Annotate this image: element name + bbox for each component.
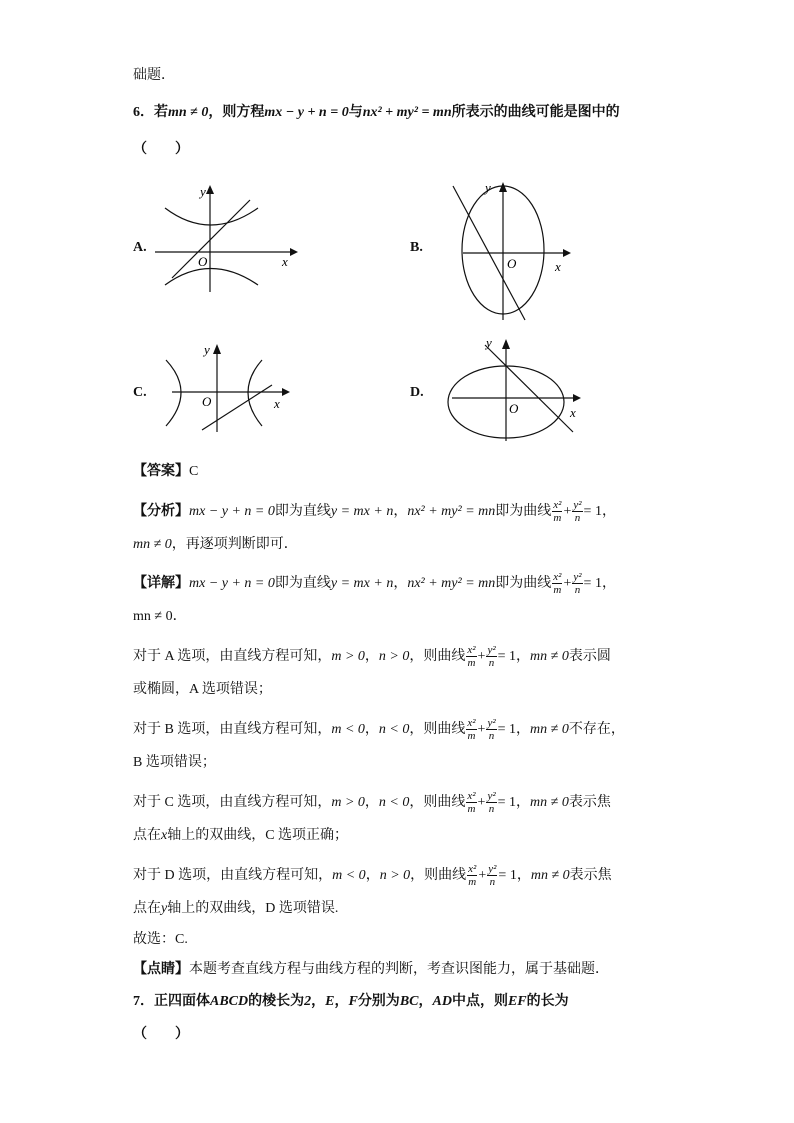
case-a-line-2: 或椭圆，A 选项错误； xyxy=(133,682,272,697)
text: = 1， xyxy=(583,576,616,591)
fraction-y xyxy=(487,863,497,888)
x-axis-label: x xyxy=(555,259,561,274)
option-d-label: D. xyxy=(410,385,424,400)
math: mn ≠ 0 xyxy=(530,722,569,737)
text: ， xyxy=(364,722,379,737)
text: ，再逐项判断即可． xyxy=(171,537,298,552)
math: mn ≠ 0 xyxy=(530,868,570,883)
figure-option-b xyxy=(445,170,575,325)
text: 点在 xyxy=(133,901,161,916)
text: 对于 B 选项，由直线方程可知， xyxy=(133,722,332,737)
text: 表示焦 xyxy=(569,868,612,883)
text: = 1， xyxy=(583,504,616,519)
text: 即为直线 xyxy=(274,576,331,591)
frac-den: m xyxy=(467,803,476,816)
math-curve-equation: nx² + my² = mn xyxy=(362,105,452,120)
math-line-equation: mx − y + n = 0 xyxy=(264,105,349,120)
stem-text: ，则方程 xyxy=(208,105,265,120)
answer-value: C xyxy=(189,464,199,479)
plus: + xyxy=(477,795,486,810)
case-a-line-1 xyxy=(133,643,611,671)
frac-den: n xyxy=(488,803,495,816)
fraction-x xyxy=(552,499,562,524)
previous-text-tail: 础题． xyxy=(133,68,175,83)
text: = 1， xyxy=(497,722,531,737)
fraction-y xyxy=(486,644,496,669)
case-d-line-2 xyxy=(133,899,338,919)
frac-den: n xyxy=(574,584,581,597)
frac-num: x² xyxy=(467,790,476,803)
text: 即为直线 xyxy=(274,504,331,519)
math: nx² + my² = mn xyxy=(407,576,496,591)
text: ， xyxy=(393,504,408,519)
option-a-label: A. xyxy=(133,240,147,255)
text: 的棱长为 xyxy=(248,994,305,1009)
math: n > 0 xyxy=(378,649,410,664)
text: 对于 C 选项，由直线方程可知， xyxy=(133,795,332,810)
case-b-line-1 xyxy=(133,716,625,744)
analysis-line-1 xyxy=(133,498,616,526)
text: ， xyxy=(418,994,433,1009)
figure-option-a xyxy=(150,180,300,295)
frac-num: x² xyxy=(553,499,562,512)
math: nx² + my² = mn xyxy=(407,504,496,519)
figure-option-d xyxy=(440,335,585,445)
fraction-x xyxy=(466,790,476,815)
text: 的长为 xyxy=(526,994,569,1009)
frac-num: x² xyxy=(467,644,476,657)
math: 2 xyxy=(304,994,312,1009)
case-c-line-2 xyxy=(133,826,348,846)
math: n < 0 xyxy=(378,795,410,810)
frac-num: y² xyxy=(487,790,496,803)
math: y = mx + n xyxy=(330,576,394,591)
math: mn ≠ 0 xyxy=(530,649,569,664)
detail-tag: 【详解】 xyxy=(133,576,189,591)
fraction-x xyxy=(466,644,476,669)
frac-den: n xyxy=(488,730,495,743)
text: ， xyxy=(364,649,379,664)
text: 正四面体 xyxy=(154,994,210,1009)
y-axis-label: y xyxy=(200,184,206,199)
text: 即为曲线 xyxy=(495,576,552,591)
math: mn ≠ 0 xyxy=(133,537,172,552)
text: 表示焦 xyxy=(568,795,611,810)
frac-den: m xyxy=(467,657,476,670)
math-condition: mn ≠ 0 xyxy=(168,105,209,120)
text: 中点，则 xyxy=(451,994,508,1009)
frac-num: y² xyxy=(573,499,582,512)
frac-den: n xyxy=(574,512,581,525)
text: ，则曲线 xyxy=(409,649,466,664)
question-number: 7． xyxy=(133,994,154,1009)
answer-paren: （ ） xyxy=(133,142,189,157)
case-b-line-2: B 选项错误； xyxy=(133,755,216,770)
choose-line: 故选：C. xyxy=(133,932,188,947)
text: ， xyxy=(311,994,326,1009)
option-c-label: C. xyxy=(133,385,147,400)
y-axis-label: y xyxy=(485,180,491,195)
math: m < 0 xyxy=(332,868,366,883)
fraction-y xyxy=(572,571,582,596)
frac-den: m xyxy=(467,730,476,743)
math: AD xyxy=(432,994,452,1009)
detail-line-1 xyxy=(133,570,616,598)
comment-text: 本题考查直线方程与曲线方程的判断，考查识图能力，属于基础题． xyxy=(189,962,609,977)
frac-num: y² xyxy=(573,571,582,584)
text: 即为曲线 xyxy=(495,504,552,519)
math: n > 0 xyxy=(379,868,411,883)
text: 不存在， xyxy=(568,722,625,737)
plus: + xyxy=(563,576,572,591)
stem-text: 所表示的曲线可能是图中的 xyxy=(451,105,620,120)
plus: + xyxy=(477,649,486,664)
math: m > 0 xyxy=(331,795,365,810)
math: m < 0 xyxy=(331,722,365,737)
math: n < 0 xyxy=(378,722,410,737)
text: ，则曲线 xyxy=(410,868,467,883)
plus: + xyxy=(478,868,487,883)
frac-num: y² xyxy=(488,863,497,876)
frac-den: m xyxy=(553,584,562,597)
plus: + xyxy=(563,504,572,519)
math: EF xyxy=(507,994,527,1009)
frac-num: x² xyxy=(467,717,476,730)
question-7-stem xyxy=(133,992,569,1012)
x-axis-label: x xyxy=(282,254,288,269)
y-axis-label: y xyxy=(204,342,210,357)
text: 分别为 xyxy=(357,994,400,1009)
math: mn ≠ 0 xyxy=(530,795,569,810)
frac-num: y² xyxy=(487,644,496,657)
text: 轴上的双曲线，D 选项错误. xyxy=(167,901,339,916)
fraction-x xyxy=(552,571,562,596)
comment-tag: 【点睛】 xyxy=(133,962,189,977)
text: = 1， xyxy=(498,868,531,883)
x-axis-label: x xyxy=(274,396,280,411)
stem-text: 与 xyxy=(348,105,363,120)
origin-label: O xyxy=(202,394,212,409)
frac-num: x² xyxy=(468,863,477,876)
fraction-y xyxy=(572,499,582,524)
text: ， xyxy=(334,994,349,1009)
text: 点在 xyxy=(133,828,161,843)
fraction-x xyxy=(466,717,476,742)
answer-tag: 【答案】 xyxy=(133,464,189,479)
comment-line xyxy=(133,960,609,980)
math: mx − y + n = 0 xyxy=(189,504,275,519)
text: 对于 D 选项，由直线方程可知， xyxy=(133,868,333,883)
text: ，则曲线 xyxy=(409,795,466,810)
frac-den: n xyxy=(489,876,496,889)
case-c-line-1 xyxy=(133,789,611,817)
math: BC xyxy=(399,994,419,1009)
text: ， xyxy=(364,795,379,810)
frac-den: m xyxy=(468,876,477,889)
frac-den: m xyxy=(553,512,562,525)
figure-option-c xyxy=(160,340,295,435)
option-b-label: B. xyxy=(410,240,423,255)
text: = 1， xyxy=(497,795,531,810)
frac-den: n xyxy=(488,657,495,670)
case-d-line-1 xyxy=(133,862,612,890)
origin-label: O xyxy=(198,254,208,269)
answer-paren-q7: （ ） xyxy=(133,1027,189,1042)
analysis-tag: 【分析】 xyxy=(133,504,189,519)
question-6-stem xyxy=(133,103,620,123)
text: 轴上的双曲线，C 选项正确； xyxy=(167,828,349,843)
fraction-y xyxy=(486,717,496,742)
frac-num: y² xyxy=(487,717,496,730)
text: ，则曲线 xyxy=(409,722,466,737)
frac-num: x² xyxy=(553,571,562,584)
text: ， xyxy=(365,868,380,883)
plus: + xyxy=(477,722,486,737)
detail-line-2: mn ≠ 0． xyxy=(133,609,187,624)
answer-line xyxy=(133,462,198,482)
y-axis-label: y xyxy=(486,335,492,350)
fraction-x xyxy=(467,863,477,888)
origin-label: O xyxy=(507,256,517,271)
text: 对于 A 选项，由直线方程可知， xyxy=(133,649,332,664)
text: = 1， xyxy=(497,649,531,664)
math: m > 0 xyxy=(331,649,365,664)
fraction-y xyxy=(486,790,496,815)
text: 表示圆 xyxy=(568,649,611,664)
math: y xyxy=(161,901,168,916)
math: F xyxy=(348,994,358,1009)
stem-text: 若 xyxy=(154,105,168,120)
origin-label: O xyxy=(509,401,519,416)
x-axis-label: x xyxy=(570,405,576,420)
math: mx − y + n = 0 xyxy=(189,576,275,591)
analysis-line-2 xyxy=(133,535,298,555)
math: ABCD xyxy=(210,994,249,1009)
question-number: 6． xyxy=(133,105,154,120)
math: y = mx + n xyxy=(330,504,394,519)
math: x xyxy=(161,828,168,843)
math: E xyxy=(325,994,335,1009)
text: ， xyxy=(393,576,408,591)
